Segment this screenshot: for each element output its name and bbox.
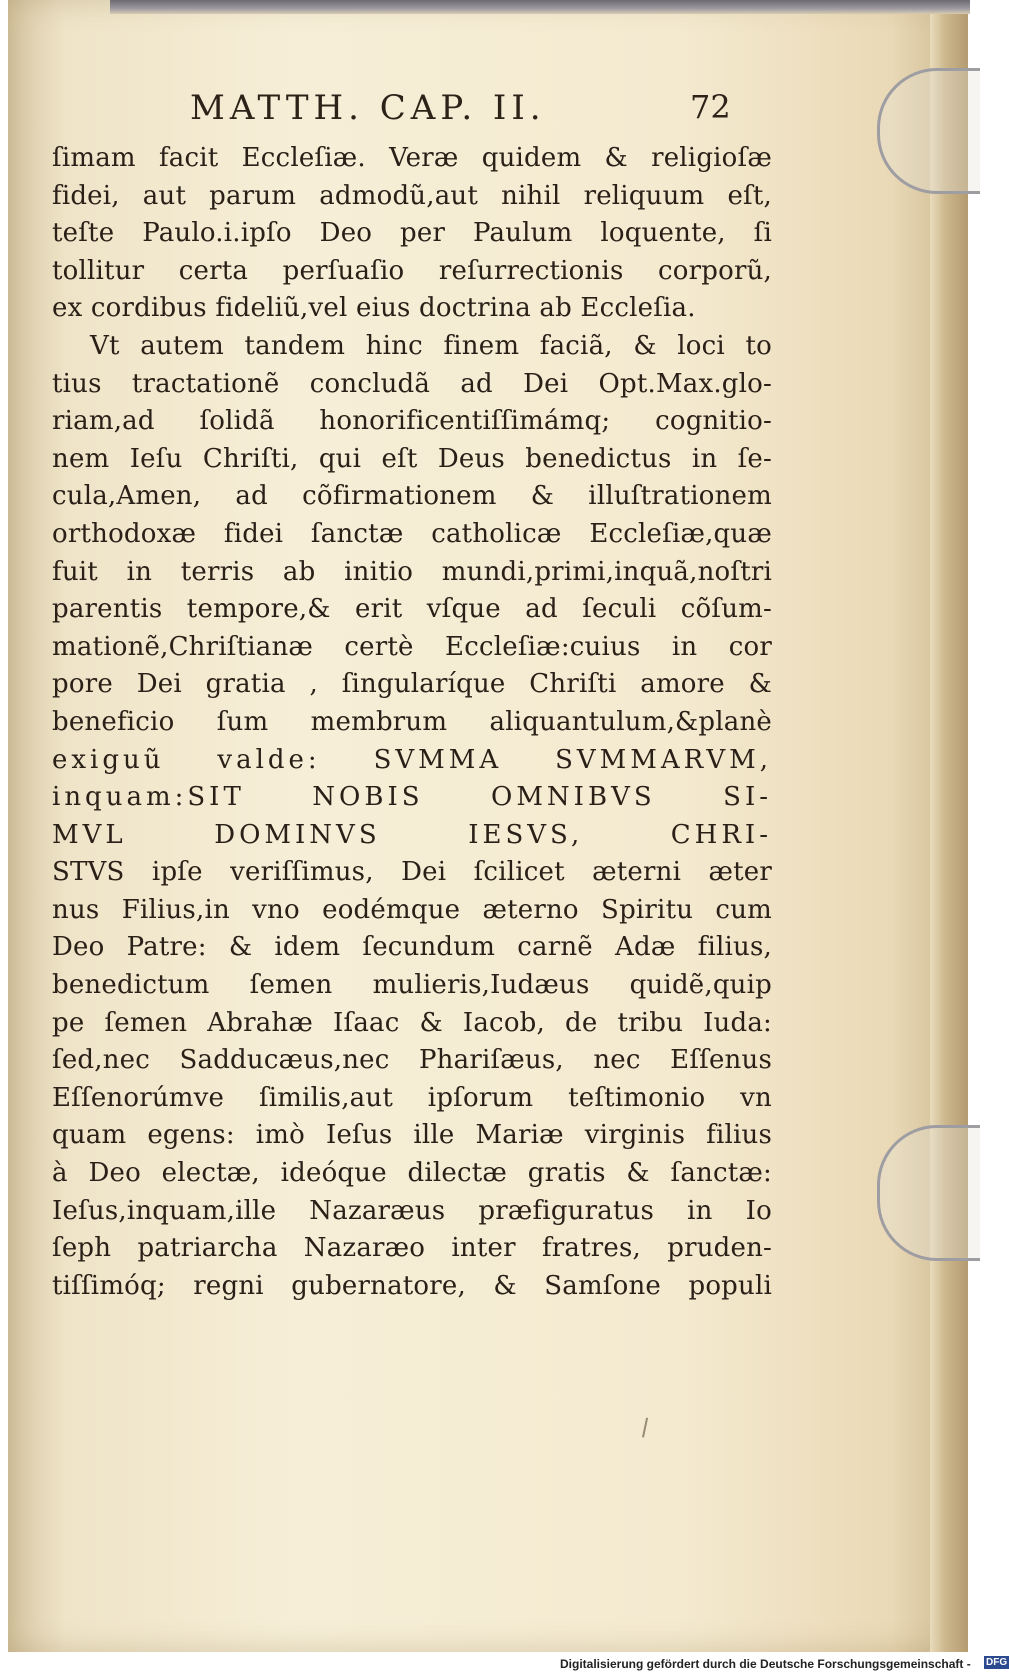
funding-note: Digitalisierung gefördert durch die Deutsche Forschungsgemeinschaft - (560, 1657, 971, 1671)
text-line: tiſſimóq; regni gubernatore, & Samſone populi (52, 1270, 772, 1301)
text-line: beneficio ſum membrum aliquantulum,&planè (52, 706, 772, 737)
text-line: cula,Amen, ad cõfirmationem & illuſtrationem (52, 481, 772, 512)
body-text (52, 140, 772, 1305)
text-line: Deo Patre: & idem ſecundum carnẽ Adæ filius, (52, 932, 772, 963)
page-clip-bottom (877, 1125, 980, 1261)
text-line: teſte Paulo.i.ipſo Deo per Paulum loquente, ſi (52, 218, 772, 249)
text-line: pe ſemen Abrahæ Iſaac & Iacob, de tribu Iuda: (52, 1007, 772, 1038)
text-line: quam egens: imò Ieſus ille Mariæ virginis filius (52, 1120, 772, 1151)
text-line: tius tractationẽ concludã ad Dei Opt.Max.glo- (52, 368, 772, 399)
text-line: STVS ipſe veriſſimus, Dei ſcilicet æterni æter (52, 857, 772, 888)
text-line: nem Ieſu Chriſti, qui eſt Deus benedictus in ſe- (52, 443, 772, 474)
text-line: ſeph patriarcha Nazaræo inter fratres, pruden- (52, 1233, 772, 1264)
page-number: 72 (690, 88, 731, 126)
text-line: Ieſus,inquam,ille Nazaræus præfiguratus in Io (52, 1195, 772, 1226)
text-line: tollitur certa perſuaſio reſurrectionis corporũ, (52, 255, 772, 286)
text-line: Eſſenorúmve ſimilis,aut ipſorum teſtimonio vn (52, 1082, 772, 1113)
text-line: benedictum ſemen mulieris,Iudæus quidẽ,quip (52, 970, 772, 1001)
text-line: ſimam facit Eccleſiæ. Veræ quidem & religioſæ (52, 143, 772, 173)
text-line: Vt autem tandem hinc finem faciã, & loci to (90, 330, 772, 361)
text-line: riam,ad ſolidã honorificentiſſimámq; cognitio- (52, 406, 772, 437)
text-line: MVL DOMINVS IESVS, CHRI- (52, 819, 772, 850)
text-line: ſed,nec Sadducæus,nec Phariſæus, nec Eſſenus (52, 1045, 772, 1076)
text-line: fuit in terris ab initio mundi,primi,inquã,noſtri (52, 556, 772, 587)
text-line: exiguũ valde: SVMMA SVMMARVM, (52, 744, 772, 775)
text-line: ex cordibus fideliũ,vel eius doctrina ab Eccleſia. (52, 293, 696, 324)
book-binding (110, 0, 970, 14)
text-line: à Deo electæ, ideóque dilectæ gratis & ſanctæ: (52, 1158, 772, 1189)
page-edge (930, 0, 968, 1652)
dfg-logo: DFG (986, 1657, 1008, 1668)
text-line: nus Filius,in vno eodémque æterno Spiritu cum (52, 894, 772, 925)
text-line: parentis tempore,& erit vſque ad ſeculi cõſum- (52, 594, 772, 625)
text-line: mationẽ,Chriſtianæ certè Eccleſiæ:cuius in cor (52, 631, 772, 662)
text-line: fidei, aut parum admodũ,aut nihil reliquum eſt, (52, 180, 772, 211)
page-header (0, 88, 1000, 128)
text-line: pore Dei gratia , ſingularíque Chriſti amore & (52, 669, 772, 700)
page-clip-top (877, 68, 980, 194)
running-head: MATTH. CAP. II. (190, 88, 546, 128)
text-line: inquam:SIT NOBIS OMNIBVS SI- (52, 782, 772, 813)
text-line: orthodoxæ fidei ſanctæ catholicæ Eccleſiæ,quæ (52, 518, 772, 549)
